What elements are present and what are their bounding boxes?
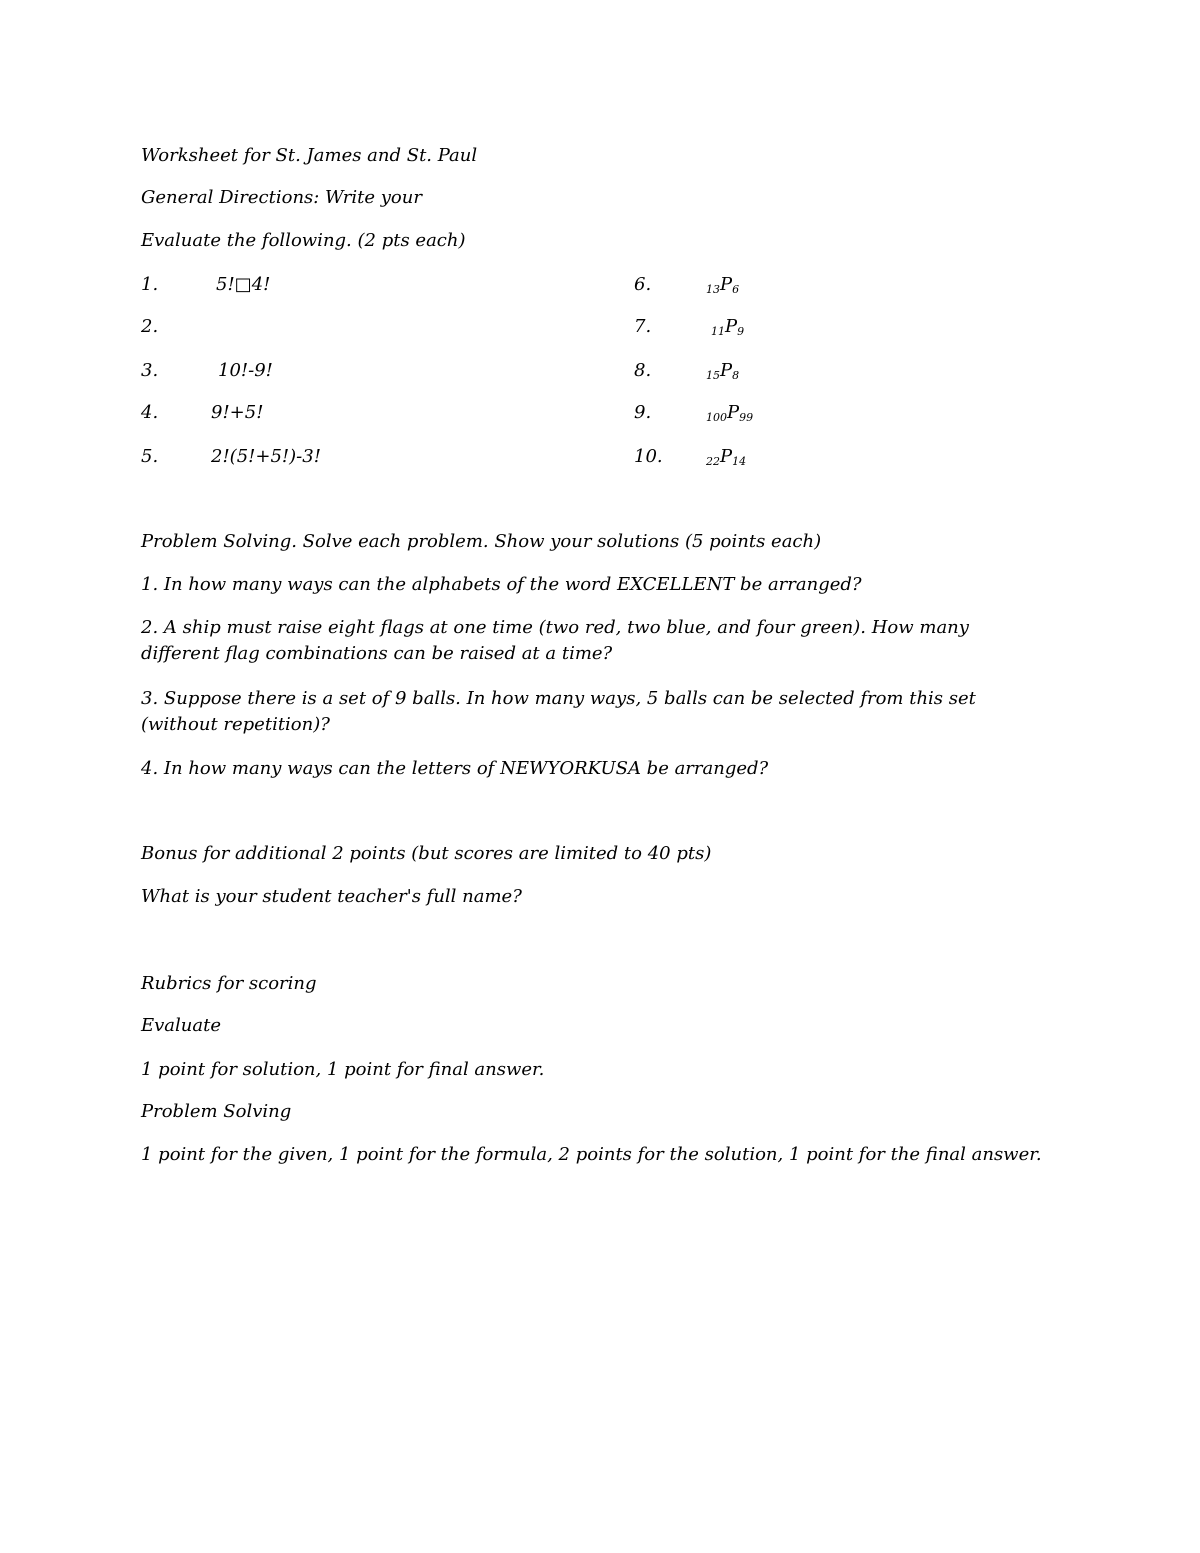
problem-3: 3. Suppose there is a set of 9 balls. In how many ways, 5 balls can be selected from this set (without repetition)?	[141, 688, 976, 735]
item-expression: 2!(5!+5!)-3!	[211, 446, 321, 467]
rubric-evaluate-text: 1 point for solution, 1 point for final answer.	[141, 1059, 545, 1080]
item-number: 8.	[634, 360, 652, 381]
permutation-expression: $_{13}P_6$	[706, 274, 740, 296]
permutation-expression: $_{100}P_{99}$	[706, 402, 754, 424]
item-number: 7.	[634, 316, 652, 337]
bonus-question: What is your student teacher's full name?	[141, 886, 522, 907]
item-number: 6.	[634, 274, 652, 295]
item-number: 9.	[634, 402, 652, 423]
item-expression: 5!□4!	[216, 274, 271, 295]
permutation-expression: $_{15}P_8$	[706, 360, 740, 382]
item-expression: 10!-9!	[218, 360, 273, 381]
item-number: 4.	[141, 402, 159, 423]
rubric-evaluate-label: Evaluate	[141, 1015, 222, 1036]
problem-2: 2. A ship must raise eight flags at one time (two red, two blue, and four green). How many different flag combinations can be raised at a time?	[141, 617, 969, 664]
bonus-text: Bonus for additional 2 points (but scores are limited to 40 pts)	[141, 843, 712, 864]
item-expression: 9!+5!	[211, 402, 264, 423]
item-number: 1.	[141, 274, 159, 295]
problem-1: 1. In how many ways can the alphabets of the word EXCELLENT be arranged?	[141, 574, 862, 595]
item-number: 5.	[141, 446, 159, 467]
rubric-problem-text: 1 point for the given, 1 point for the formula, 2 points for the solution, 1 point for the final answer.	[141, 1144, 1042, 1165]
permutation-expression: $_{22}P_{14}$	[706, 446, 747, 468]
evaluate-header: Evaluate the following. (2 pts each)	[141, 230, 466, 251]
item-number: 10.	[634, 446, 663, 467]
worksheet-title: Worksheet for St. James and St. Paul	[141, 145, 478, 166]
problem-solving-header: Problem Solving. Solve each problem. Show your solutions (5 points each)	[141, 531, 822, 552]
item-number: 2.	[141, 316, 159, 337]
item-number: 3.	[141, 360, 159, 381]
problem-4: 4. In how many ways can the letters of NEWYORKUSA be arranged?	[141, 758, 769, 779]
rubric-problem-label: Problem Solving	[141, 1101, 292, 1122]
general-directions: General Directions: Write your	[141, 187, 422, 208]
permutation-expression: $_{11}P_9$	[711, 316, 745, 338]
rubrics-header: Rubrics for scoring	[141, 973, 317, 994]
